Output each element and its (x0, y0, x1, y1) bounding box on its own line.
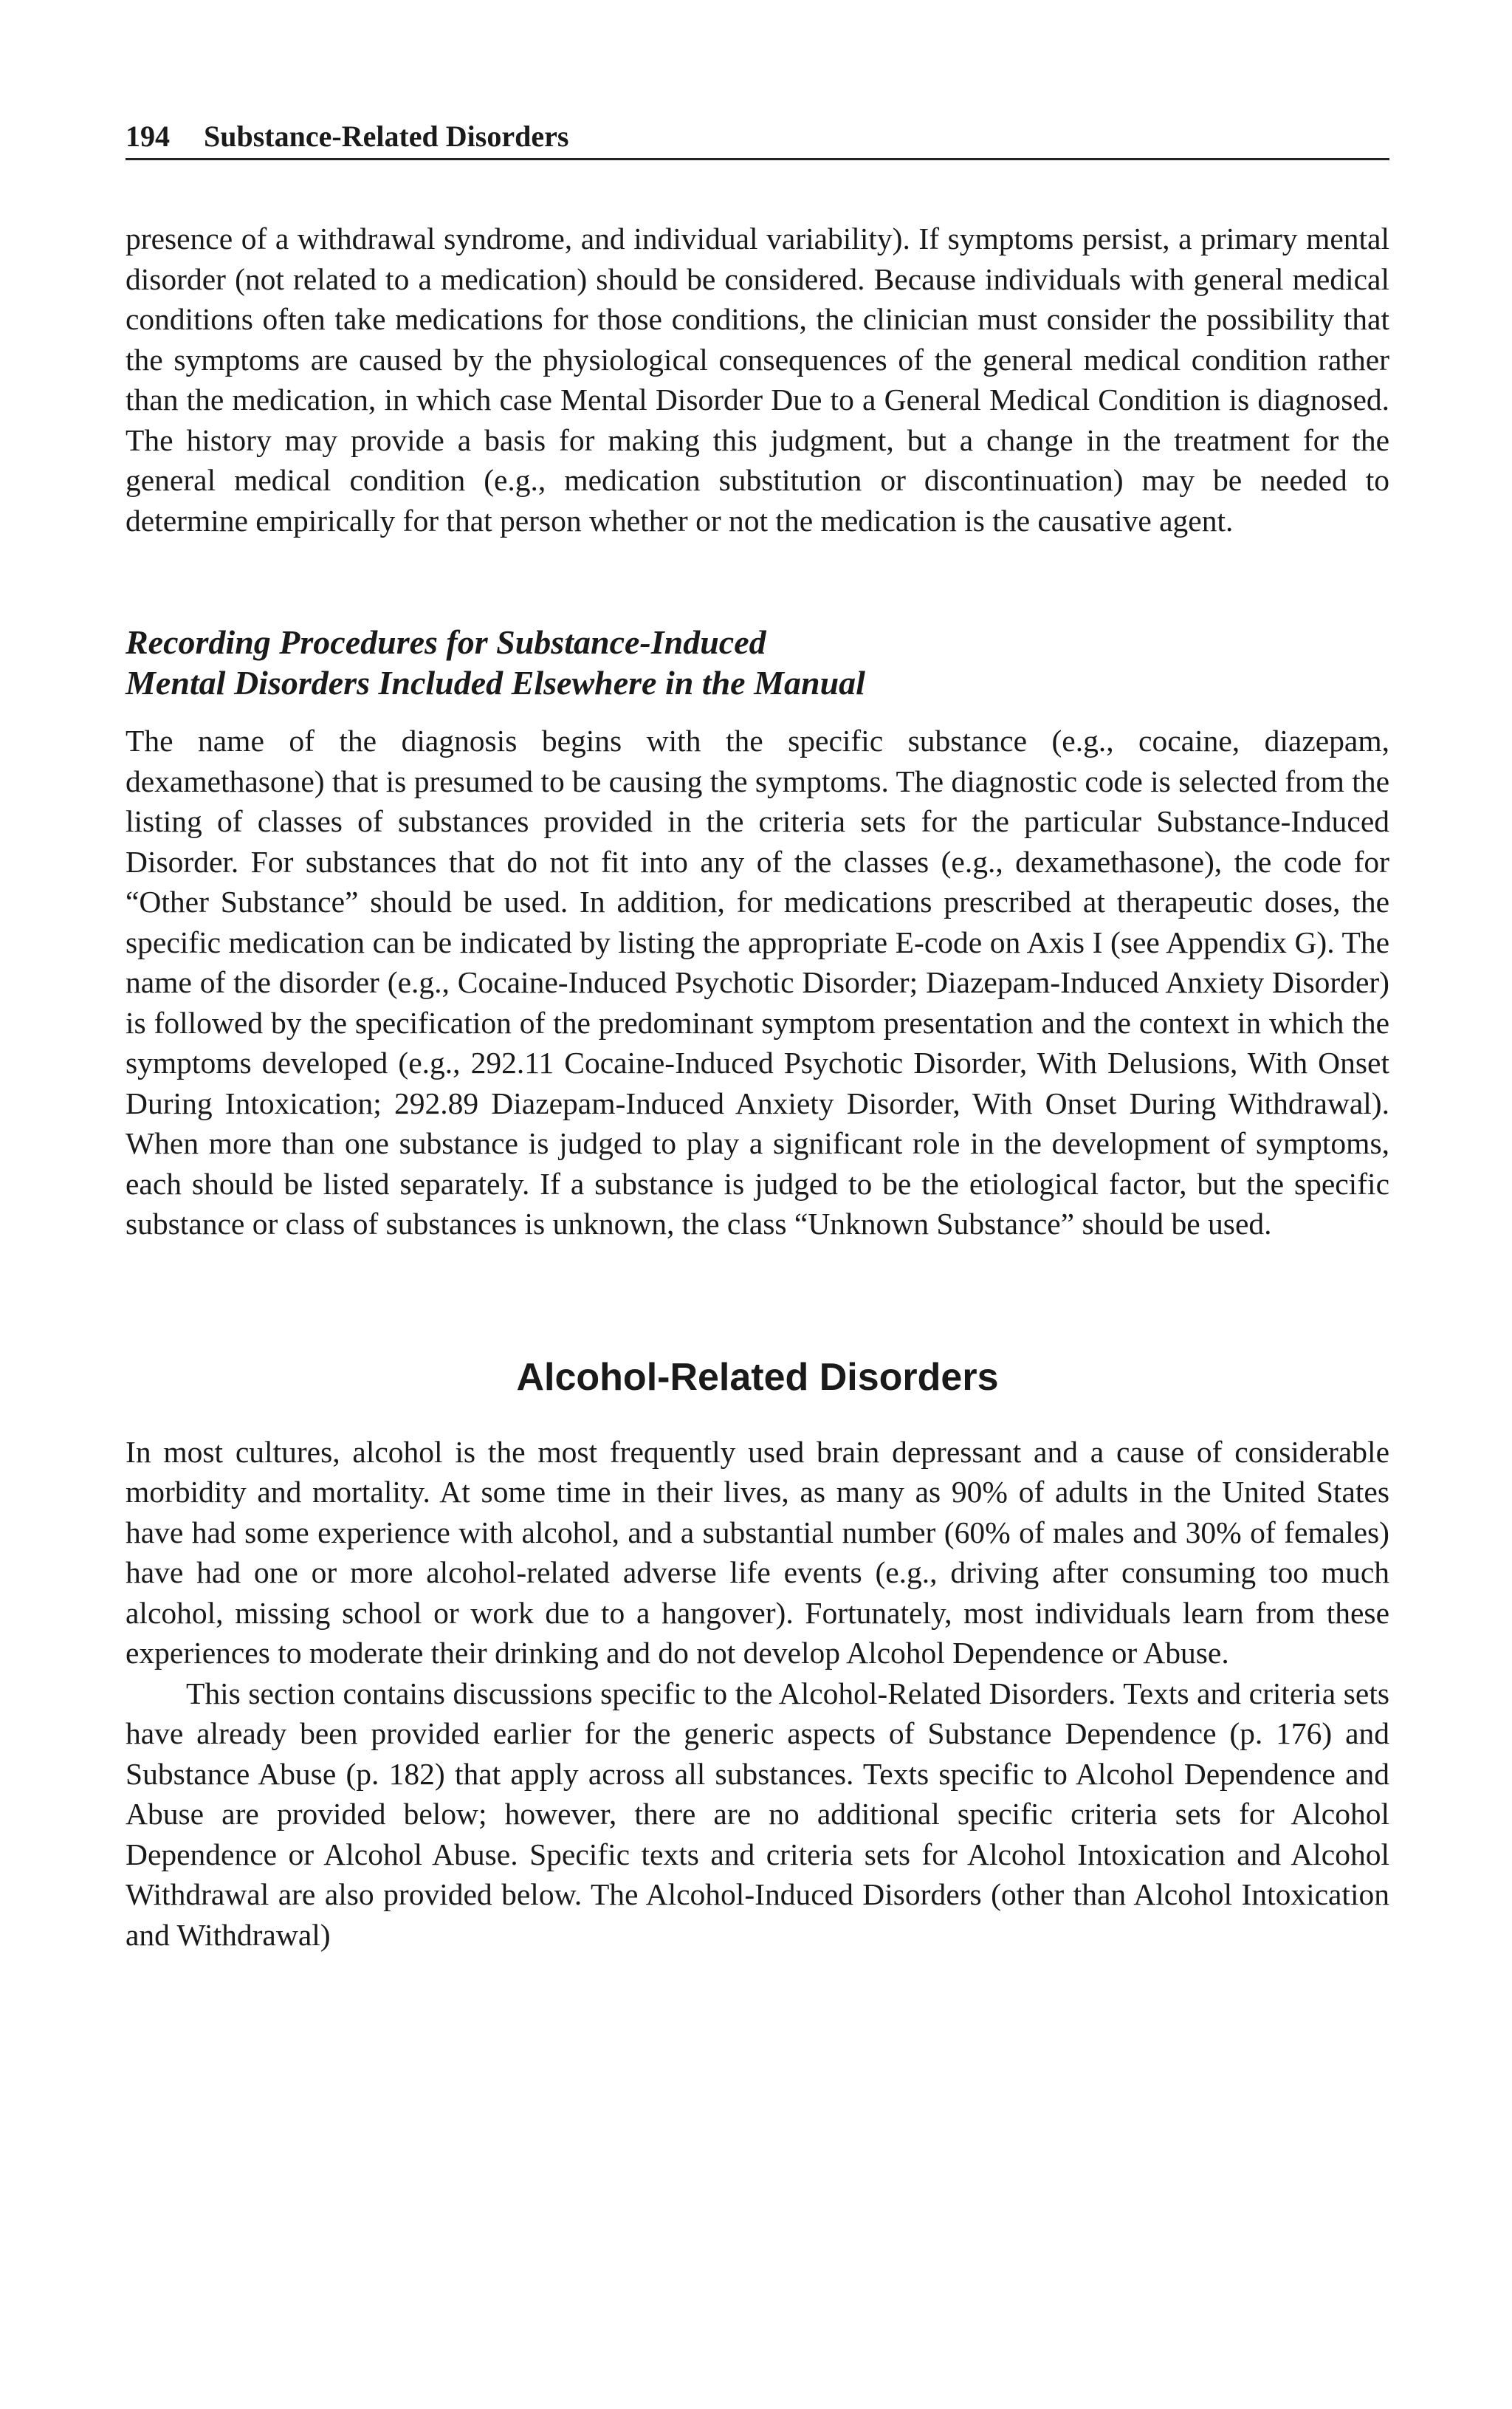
body-paragraph: In most cultures, alcohol is the most frequently used brain depressant and a cause of considerable morbidity and mortality. At some time in their lives, as many as 90% of adults in the United States have had some experience with alcohol, and a substantial number (60% of males and 30% of females) have had one or more alcohol-related adverse life events (e.g., driving after consuming too much alcohol, missing school or work due to a hangover). Fortunately, most individuals learn from these experiences to moderate their drinking and do not develop Alcohol Dependence or Abuse. (126, 1434, 1389, 1670)
subheading (126, 622, 1389, 703)
running-header (126, 111, 1389, 162)
page-number: 194 (126, 120, 170, 153)
body-paragraph: The name of the diagnosis begins with the specific substance (e.g., cocaine, diazepam, dexamethasone) that is presumed to be causing the symptoms. The diagnostic code is selected from the listing of classes of substances provided in the criteria sets for the particular Substance-Induced Disorder. For substances that do not fit into any of the classes (e.g., dexamethasone), the code for “Other Substance” should be used. In addition, for medications prescribed at therapeutic doses, the specific medication can be indicated by listing the appropriate E-code on Axis I (see Appendix G). The name of the disorder (e.g., Cocaine-Induced Psychotic Disorder; Diazepam-Induced Anxiety Disorder) is followed by the specification of the predominant symptom presentation and the context in which the symptoms developed (e.g., 292.11 Cocaine-Induced Psychotic Disorder, With Delusions, With Onset During Intoxication; 292.89 Diazepam-Induced Anxiety Disorder, With Onset During Withdrawal). When more than one substance is judged to play a significant role in the development of symptoms, each should be listed separately. If a substance is judged to be the etiological factor, but the specific substance or class of substances is unknown, the class “Unknown Substance” should be used. (126, 724, 1389, 1241)
book-page (126, 111, 1389, 1955)
body-paragraph: This section contains discussions specific to the Alcohol-Related Disorders. Texts and criteria sets have already been provided earlier for the generic aspects of Substance Dependence (p. 176) and Substance Abuse (p. 182) that apply across all substances. Texts specific to Alcohol Dependence and Abuse are provided below; however, there are no additional specific criteria sets for Alcohol Dependence or Alcohol Abuse. Specific texts and criteria sets for Alcohol Intoxication and Alcohol Withdrawal are also provided below. The Alcohol-Induced Disorders (other than Alcohol Intoxication and Withdrawal) (126, 1676, 1389, 1952)
running-title: Substance-Related Disorders (204, 120, 569, 153)
body-paragraph: presence of a withdrawal syndrome, and individual variability). If symptoms persist, a primary mental disorder (not related to a medication) should be considered. Because individuals with general medical conditions often take medications for those conditions, the clinician must consider the possibility that the symptoms are caused by the physiological consequences of the general medical condition rather than the medication, in which case Mental Disorder Due to a General Medical Condition is diagnosed. The history may provide a basis for making this judgment, but a change in the treatment for the general medical condition (e.g., medication substitution or discontinuation) may be needed to determine empirically for that person whether or not the medication is the causative agent. (126, 222, 1389, 538)
section-title: Alcohol-Related Disorders (516, 1355, 999, 1399)
subheading-line: Mental Disorders Included Elsewhere in the Manual (126, 664, 865, 702)
header-rule (126, 158, 1389, 160)
subheading-line: Recording Procedures for Substance-Induced (126, 623, 766, 661)
